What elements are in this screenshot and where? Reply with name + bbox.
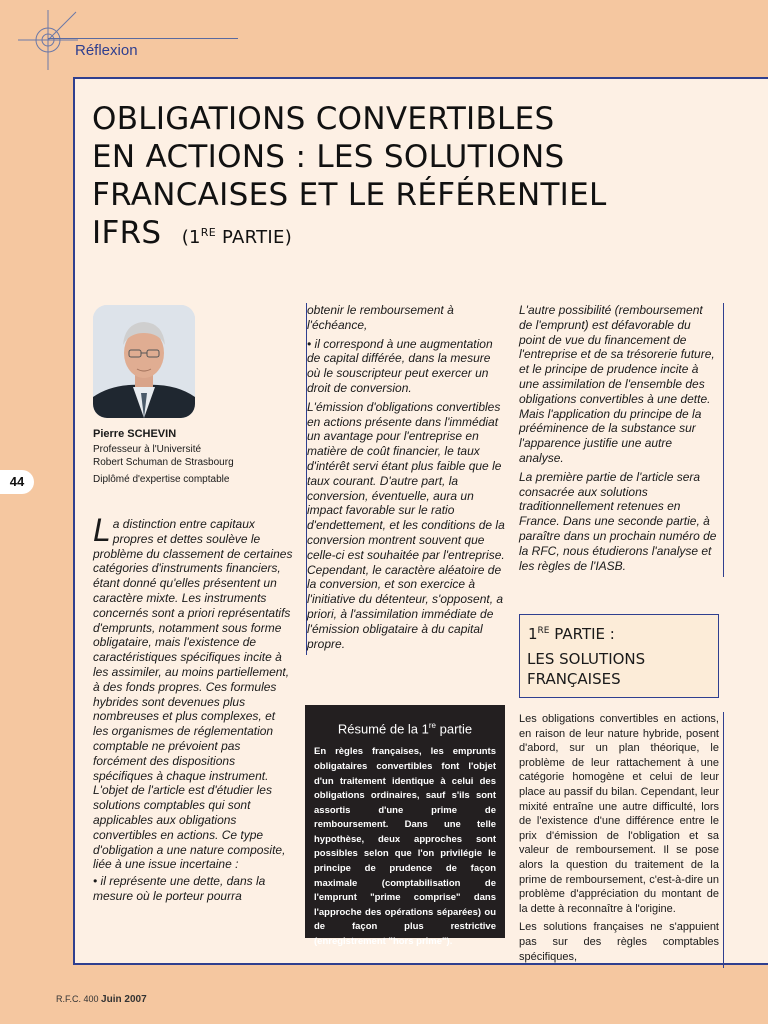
col3-paragraph-2: La première partie de l'article sera consacrée aux solutions traditionnellement retenues en France. Dans une seconde partie, à paraître dans un prochain numéro de la RFC, nous étudierons l'analyse et les règles de l'IASB.	[519, 469, 717, 573]
col2-paragraph-2: • il correspond à une augmentation de capital différée, dans la mesure où le souscripteur peut exercer un droit de conversion.	[307, 336, 493, 395]
crosshair-ornament-icon	[18, 10, 78, 70]
part-heading-line1	[528, 625, 718, 643]
page-footer	[56, 994, 147, 1005]
col3-body-paragraph-2: Les solutions françaises ne s'appuient pas sur des règles comptables spécifiques,	[519, 921, 719, 963]
rubric-rule	[48, 38, 238, 39]
col3-body-paragraph-1: Les obligations convertibles en actions, en raison de leur nature hybride, posent d'abord, sur un plan théorique, le problème de leur rattachement à une catégorie homogène et celui de leur place au passif du bilan. Cependant, leur mixité entraîne une autre difficulté, lors de l'existence d'une différence entre le prix d'émission de l'obligation et sa valeur de remboursement. Il se pose alors la question du traitement de la prime de remboursement, c'est-à-dire un problème d'appréciation du montant de la dette à reconnaître à l'origine.	[519, 713, 719, 915]
title-part-label	[182, 227, 292, 248]
part-heading-line2: LES SOLUTIONS FRANÇAISES	[527, 650, 646, 688]
part-number: 1	[528, 625, 538, 643]
summary-body: En règles françaises, les emprunts obligataires convertibles font l'objet d'un traitement identique à celui des obligations ordinaires, sauf s'ils sont assortis d'une prime de remboursement. Dans une telle hypothèse, deux approches sont possibles selon que l'on privilégie le principe de prudence de façon maximale (comptabilisation de l'emprunt "prime comprise" dans l'approche des opérations séparées) ou de façon plus restrictive (enregistrement "hors prime").	[314, 746, 496, 948]
article-column-1	[93, 512, 293, 906]
footer-date: Juin 2007	[101, 994, 147, 1005]
author-info	[93, 444, 234, 487]
title-line-1: OBLIGATIONS CONVERTIBLES	[92, 101, 555, 137]
col2-paragraph-3: L'émission d'obligations convertibles en actions présente dans l'immédiat un avantage pour l'entreprise en matière de coût financier, le taux d'intérêt servi étant plus faible que le taux courant. D'autre part, la conversion, éventuelle, aura un impact favorable sur le ratio d'endettement, et les conditions de la conversion montrent souvent que celle-ci est souhaitée par l'entreprise. Cependant, le caractère aléatoire de la conversion, et son exercice à l'initiative du détenteur, s'opposent, a priori, à l'assimilation immédiate de l'émission obligataire à du capital propre.	[307, 399, 505, 651]
part-heading-box	[519, 614, 719, 698]
author-photo	[93, 305, 195, 418]
title-ifrs: IFRS	[92, 215, 162, 251]
summary-title-sup: re	[428, 721, 437, 730]
section-rubric: Réflexion	[75, 42, 138, 59]
drop-cap: L	[93, 512, 111, 548]
author-name: Pierre SCHEVIN	[93, 428, 177, 440]
summary-box	[305, 705, 505, 948]
title-part-sup: RE	[200, 226, 216, 239]
article-title	[92, 100, 732, 257]
summary-title-post: partie	[436, 721, 473, 737]
col2-paragraph-1: obtenir le remboursement à l'échéance,	[307, 303, 454, 332]
title-line-3: FRANCAISES ET LE RÉFÉRENTIEL	[92, 177, 607, 213]
author-title-line2: Robert Schuman de Strasbourg	[93, 457, 234, 468]
article-column-3-body	[519, 712, 724, 968]
title-line-2: EN ACTIONS : LES SOLUTIONS	[92, 139, 565, 175]
col3-paragraph-1: L'autre possibilité (remboursement de l'emprunt) est défavorable du point de vue du financement de l'entreprise et de sa trésorerie future, et le principe de prudence incite à une assimilation de l'ensemble des obligations convertibles à une dette. Mais l'application du principe de la prééminence de la substance sur l'apparence justifie une autre analyse.	[519, 303, 715, 465]
author-diploma: Diplômé d'expertise comptable	[93, 474, 230, 485]
footer-journal: R.F.C. 400	[56, 994, 99, 1004]
col1-paragraph-2: • il représente une dette, dans la mesure où le porteur pourra	[93, 874, 266, 903]
summary-title	[305, 721, 505, 736]
page-number: 44	[0, 470, 34, 494]
author-title-line1: Professeur à l'Université	[93, 444, 202, 455]
summary-title-pre: Résumé de la 1	[337, 721, 429, 737]
col1-paragraph-1	[93, 512, 293, 872]
part-label: PARTIE :	[549, 625, 615, 643]
title-line-4	[92, 214, 732, 257]
article-column-3-top	[519, 303, 724, 577]
title-part-pre: (1	[181, 227, 201, 248]
article-column-2	[306, 303, 505, 655]
part-number-sup: RE	[537, 626, 550, 636]
title-part-post: PARTIE)	[216, 227, 293, 248]
col1-text-1: a distinction entre capitaux propres et dettes soulève le problème du classement de certaines catégories d'instruments financiers, étant donné qu'elles présentent un caractère mixte. Les instruments concernés sont a priori représentatifs d'emprunts, notamment sous forme obligataire, mais l'existence de caractéristiques spécifiques incite à les assimiler, au moins partiellement, à des fonds propres. Ces formules hybrides sont devenues plus nombreuses et plus complexes, et les organismes de réglementation comptable ne prévoient pas forcément des dispositions spécifiques à chaque instrument. L'objet de l'article est d'étudier les solutions comptables qui sont applicables aux obligations convertibles en actions. Ce type d'obligation a une nature composite, liée à une issue incertaine :	[93, 517, 293, 872]
